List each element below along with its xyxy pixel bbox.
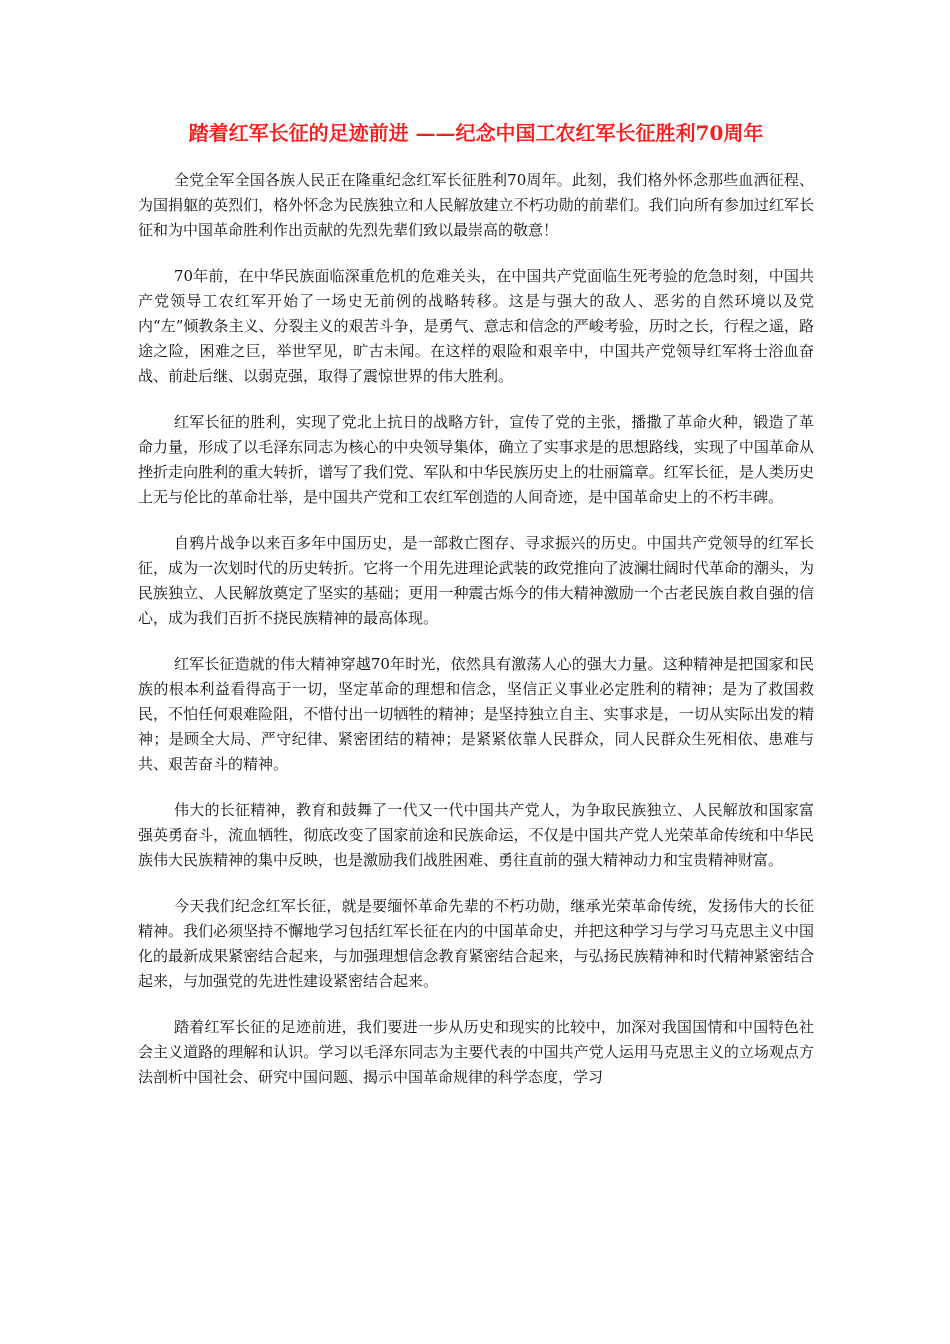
paragraph: 红军长征造就的伟大精神穿越70年时光，依然具有激荡人心的强大力量。这种精神是把国家和民族的根本利益看得高于一切，坚定革命的理想和信念，坚信正义事业必定胜利的精神；是为了救国救民，不怕任何艰难险阻，不惜付出一切牺牲的精神；是坚持独立自主、实事求是，一切从实际出发的精神；是顾全大局、严守纪律、紧密团结的精神；是紧紧依靠人民群众，同人民群众生死相依、患难与共、艰苦奋斗的精神。 bbox=[138, 655, 814, 773]
paragraph: 踏着红军长征的足迹前进，我们要进一步从历史和现实的比较中，加深对我国国情和中国特色社会主义道路的理解和认识。学习以毛泽东同志为主要代表的中国共产党人运用马克思主义的立场观点方法剖析中国社会、研究中国问题、揭示中国革命规律的科学态度，学习 bbox=[138, 1018, 814, 1086]
paragraph: 70年前，在中华民族面临深重危机的危难关头，在中国共产党面临生死考验的危急时刻，中国共产党领导工农红军开始了一场史无前例的战略转移。这是与强大的敌人、恶劣的自然环境以及党内“左”倾教条主义、分裂主义的艰苦斗争，是勇气、意志和信念的严峻考验，历时之长，行程之遥，路途之险，困难之巨，举世罕见，旷古未闻。在这样的艰险和艰辛中，中国共产党领导红军将士浴血奋战、前赴后继、以弱克强，取得了震惊世界的伟大胜利。 bbox=[138, 267, 814, 385]
paragraph: 伟大的长征精神，教育和鼓舞了一代又一代中国共产党人，为争取民族独立、人民解放和国家富强英勇奋斗，流血牺牲，彻底改变了国家前途和民族命运，不仅是中国共产党人光荣革命传统和中华民族伟大民族精神的集中反映，也是激励我们战胜困难、勇往直前的强大精神动力和宝贵精神财富。 bbox=[138, 801, 814, 869]
paragraph: 红军长征的胜利，实现了党北上抗日的战略方针，宣传了党的主张，播撒了革命火种，锻造了革命力量，形成了以毛泽东同志为核心的中央领导集体，确立了实事求是的思想路线，实现了中国革命从挫折走向胜利的重大转折，谱写了我们党、军队和中华民族历史上的壮丽篇章。红军长征，是人类历史上无与伦比的革命壮举，是中国共产党和工农红军创造的人间奇迹，是中国革命史上的不朽丰碑。 bbox=[138, 413, 814, 506]
paragraph: 今天我们纪念红军长征，就是要缅怀革命先辈的不朽功勋，继承光荣革命传统，发扬伟大的长征精神。我们必须坚持不懈地学习包括红军长征在内的中国革命史，并把这种学习与学习马克思主义中国化的最新成果紧密结合起来，与加强理想信念教育紧密结合起来，与弘扬民族精神和时代精神紧密结合起来，与加强党的先进性建设紧密结合起来。 bbox=[138, 897, 814, 990]
document-page bbox=[138, 120, 814, 1111]
document-title: 踏着红军长征的足迹前进 ——纪念中国工农红军长征胜利70周年 bbox=[188, 121, 764, 145]
paragraph: 全党全军全国各族人民正在隆重纪念红军长征胜利70周年。此刻，我们格外怀念那些血洒征程、为国捐躯的英烈们，格外怀念为民族独立和人民解放建立不朽功勋的前辈们。我们向所有参加过红军长征和为中国革命胜利作出贡献的先烈先辈们致以最崇高的敬意！ bbox=[138, 171, 814, 239]
paragraph: 自鸦片战争以来百多年中国历史，是一部救亡图存、寻求振兴的历史。中国共产党领导的红军长征，成为一次划时代的历史转折。它将一个用先进理论武装的政党推向了波澜壮阔时代革命的潮头，为民族独立、人民解放奠定了坚实的基础；更用一种震古烁今的伟大精神激励一个古老民族自救自强的信心，成为我们百折不挠民族精神的最高体现。 bbox=[138, 534, 814, 627]
